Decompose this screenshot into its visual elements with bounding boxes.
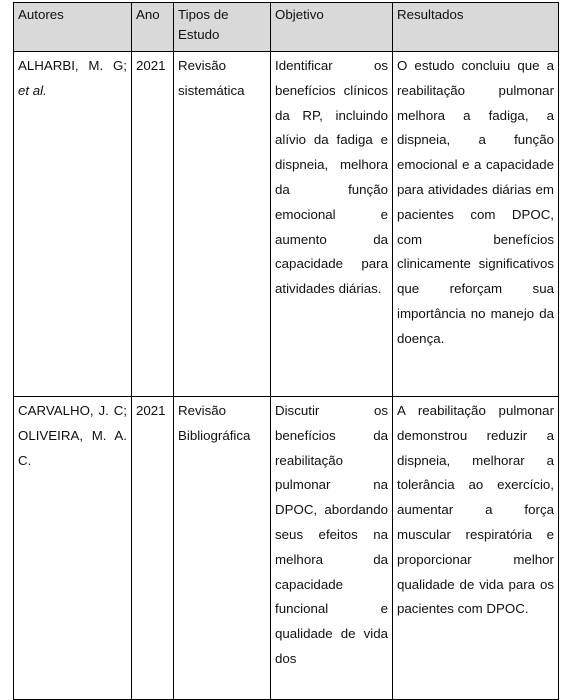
cell-tipo: Revisão Bibliográfica	[174, 397, 271, 700]
cell-ano: 2021	[132, 52, 174, 397]
table-row	[14, 52, 559, 397]
cell-objetivo: Discutir os benefícios da reabilitação pulmonar na DPOC, abordando seus efeitos na melhora da capacidade funcional e qualidade de vida dos	[271, 397, 393, 700]
cell-ano: 2021	[132, 397, 174, 700]
header-resultados: Resultados	[393, 3, 559, 52]
header-objetivo: Objetivo	[271, 3, 393, 52]
header-autores: Autores	[14, 3, 132, 52]
header-ano: Ano	[132, 3, 174, 52]
header-row	[14, 3, 559, 52]
table-row	[14, 397, 559, 700]
header-tipos: Tipos de Estudo	[174, 3, 271, 52]
literature-review-table	[13, 2, 559, 700]
cell-objetivo: Identificar os benefícios clínicos da RP, incluindo alívio da fadiga e dispneia, melhora da função emocional e aumento da capacidade para atividades diárias.	[271, 52, 393, 397]
cell-resultados: A reabilitação pulmonar demonstrou reduzir a dispneia, melhorar a tolerância ao exercício, aumentar a força muscular respiratória e proporcionar melhor qualidade de vida para os pacientes com DPOC.	[393, 397, 559, 700]
autores-etal: et al.	[18, 82, 47, 98]
autores-text: ALHARBI, M. G;	[18, 58, 127, 73]
cell-autores: CARVALHO, J. C; OLIVEIRA, M. A. C.	[14, 397, 132, 700]
cell-resultados: O estudo concluiu que a reabilitação pulmonar melhora a fadiga, a dispneia, a função emocional e a capacidade para atividades diárias em pacientes com DPOC, com benefícios clinicamente significativos que reforçam sua importância no manejo da doença.	[393, 52, 559, 397]
cell-autores	[14, 52, 132, 397]
cell-tipo: Revisão sistemática	[174, 52, 271, 397]
